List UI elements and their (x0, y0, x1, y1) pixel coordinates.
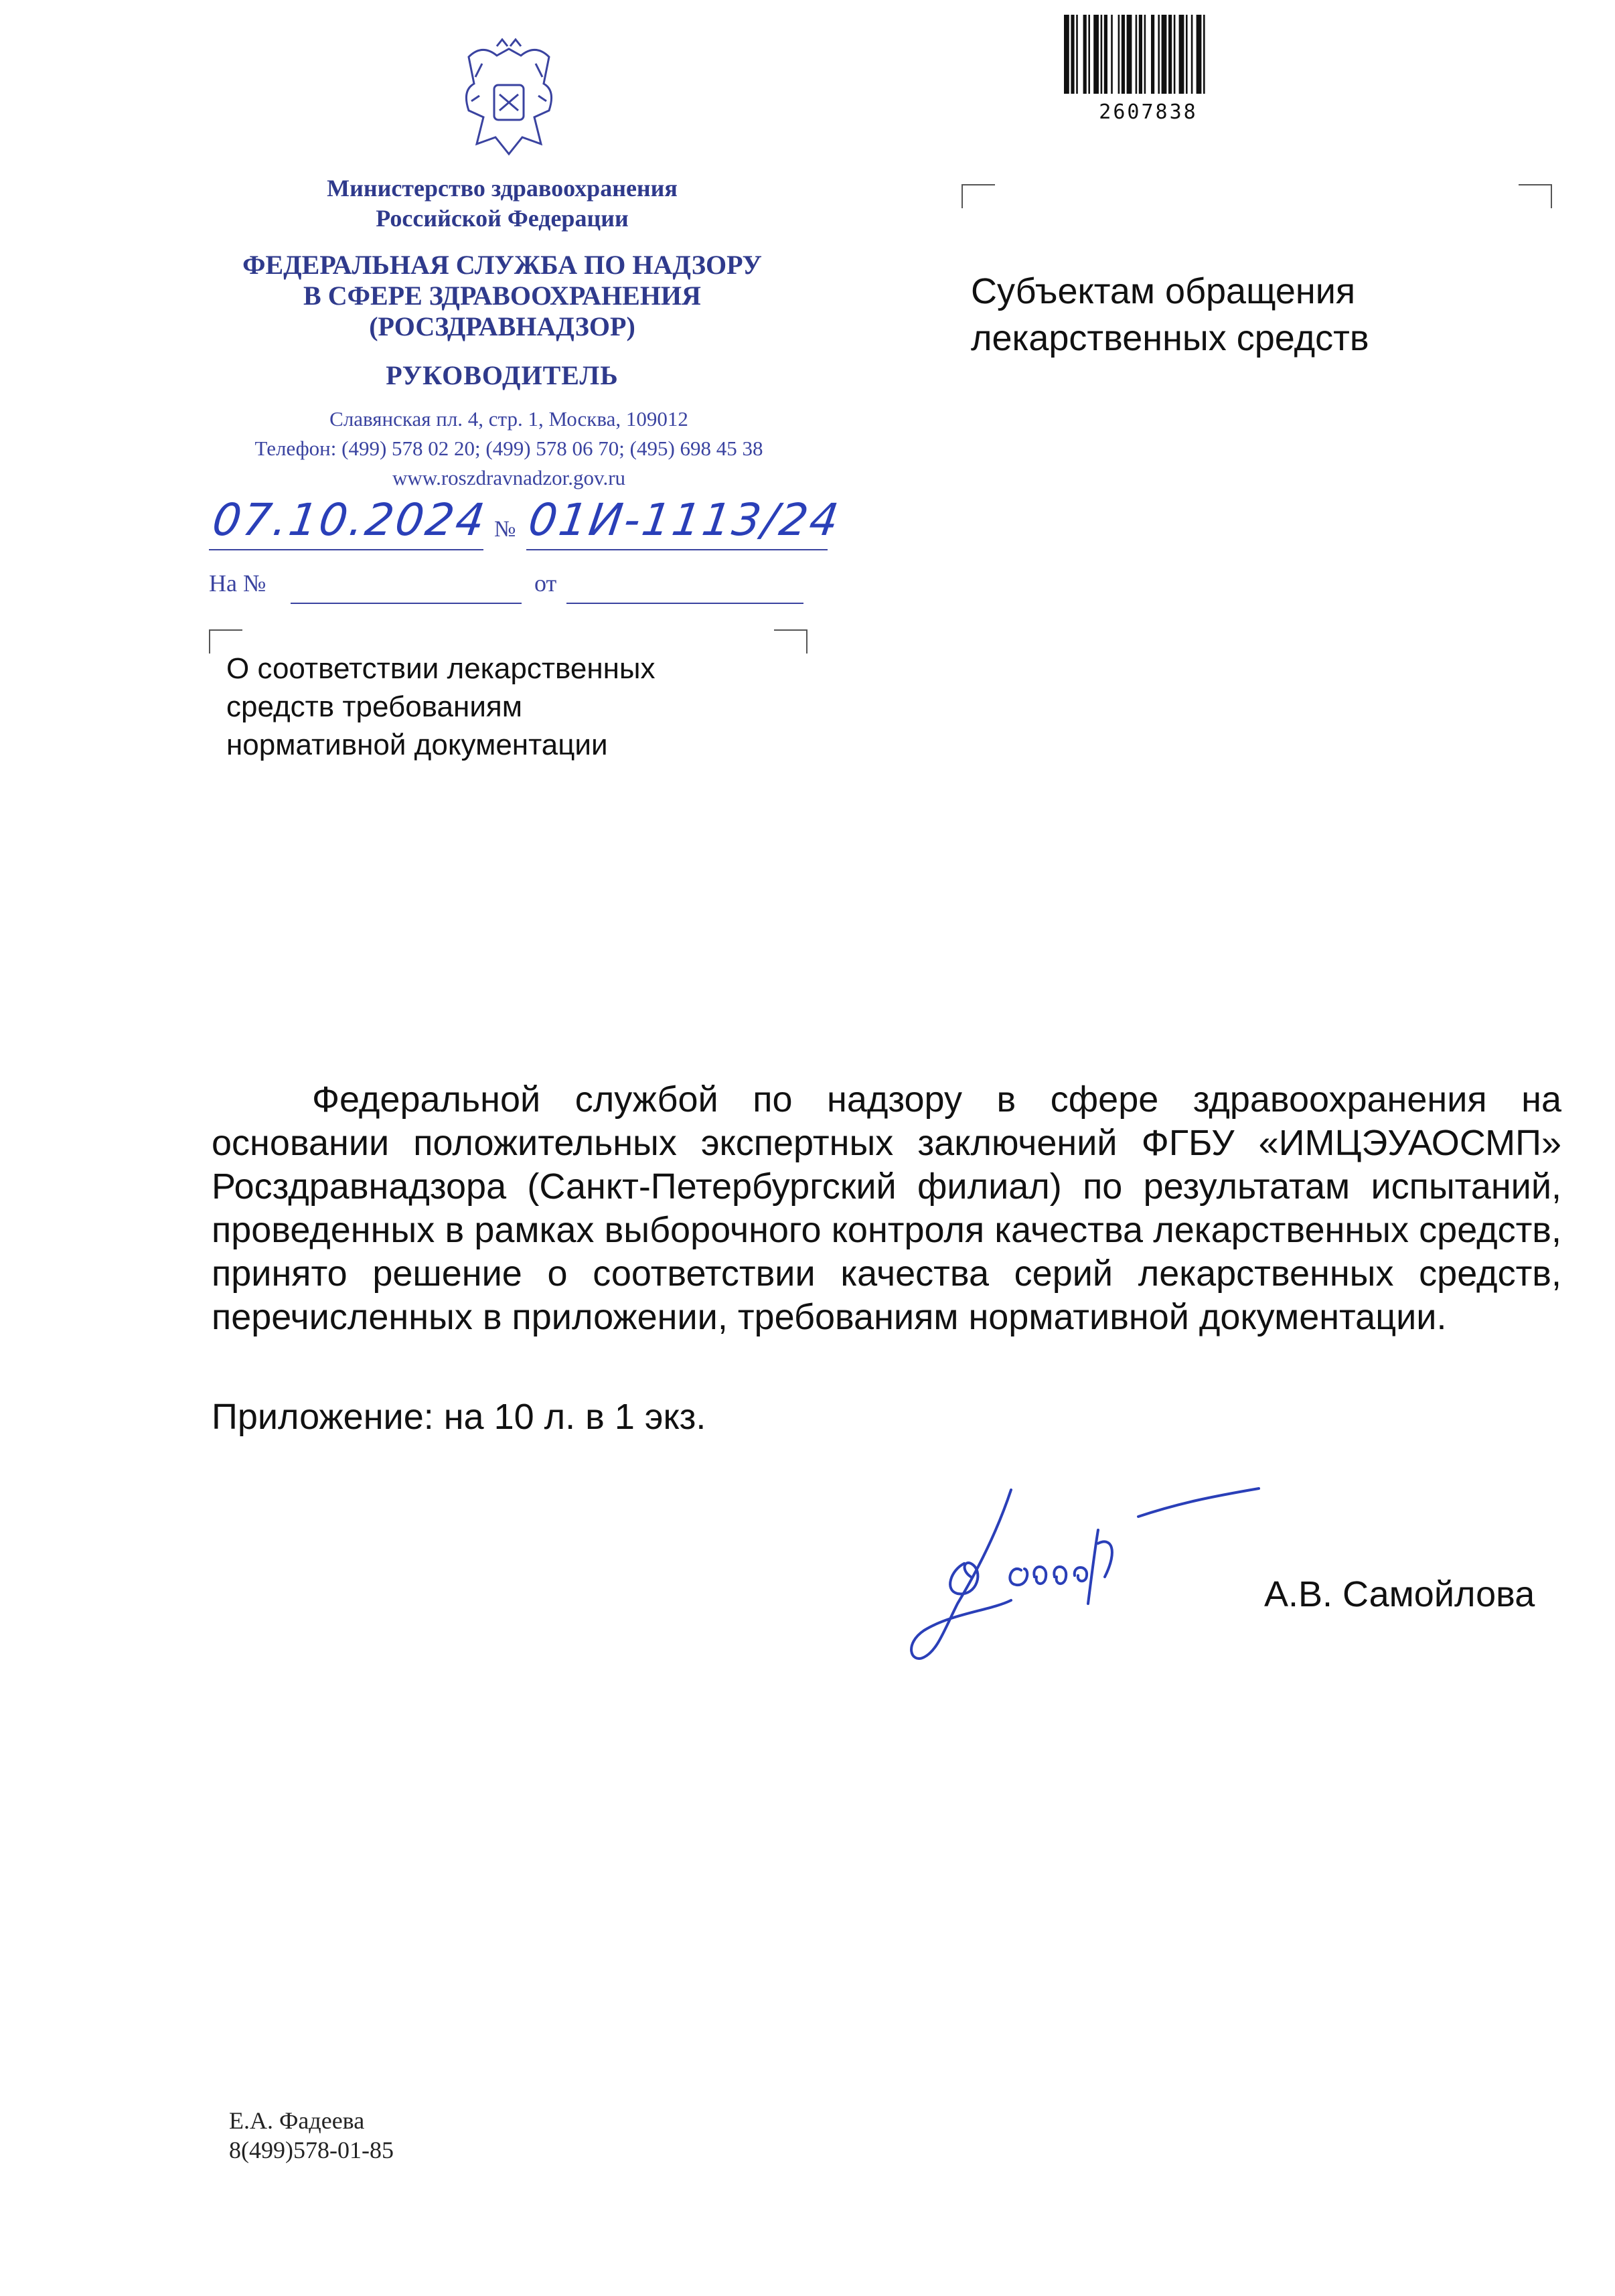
phones: Телефон: (499) 578 02 20; (499) 578 06 70; (495) 698 45 38 (254, 437, 763, 460)
reference-date-line (566, 566, 803, 604)
barcode-bar (1186, 15, 1188, 94)
service-line-1: ФЕДЕРАЛЬНАЯ СЛУЖБА ПО НАДЗОРУ (242, 250, 762, 280)
executor-phone: 8(499)578-01-85 (229, 2137, 394, 2163)
website: www.roszdravnadzor.gov.ru (392, 466, 626, 489)
barcode-bar (1168, 15, 1172, 94)
body-paragraph: Федеральной службой по надзору в сфере здравоохранения на основании положительных экспертных заключений ФГБУ «ИМЦЭУАОСМП» Росздравнадзора (Санкт-Петербургский филиал) по результатам испытаний, проведенных в рамках выборочного контроля качества лекарственных средств, принято решение о соответствии качества серий лекарственных средств, перечисленных в приложении, требованиям нормативной документации. (212, 1079, 1561, 1337)
barcode-bar (1174, 15, 1176, 94)
reference-date-label: от (534, 570, 557, 597)
barcode-bar (1088, 15, 1090, 94)
signer-name: А.В. Самойлова (1264, 1574, 1535, 1614)
letter-body (212, 1078, 1561, 1339)
ministry-line-1: Министерство здравоохранения (327, 175, 678, 202)
barcode-bar (1203, 15, 1205, 94)
barcode-bar (1191, 15, 1193, 94)
barcode-bar (1158, 15, 1160, 94)
barcode-bar (1104, 15, 1107, 94)
service-line-2: В СФЕРЕ ЗДРАВООХРАНЕНИЯ (303, 281, 701, 311)
barcode (1061, 15, 1262, 94)
address: Славянская пл. 4, стр. 1, Москва, 109012 (329, 407, 688, 431)
barcode-bar (1139, 15, 1142, 94)
executor-name: Е.А. Фадеева (229, 2107, 365, 2134)
number-sign: № (494, 517, 516, 542)
barcode-bar (1093, 15, 1099, 94)
corner-mark (1519, 184, 1552, 208)
handwritten-number: 01И-1113/24 (525, 494, 844, 546)
barcode-bar (1083, 15, 1087, 94)
barcode-bar (1144, 15, 1146, 94)
reference-number-label: На № (209, 570, 266, 597)
barcode-bar (1118, 15, 1120, 94)
barcode-bar (1071, 15, 1074, 94)
barcode-bar (1136, 15, 1138, 94)
barcode-bar (1122, 15, 1125, 94)
corner-mark (774, 629, 808, 654)
addressee (971, 268, 1507, 362)
reference-number-line (291, 566, 522, 604)
subject-line-3: нормативной документации (226, 729, 608, 761)
coat-of-arms-icon (455, 37, 562, 164)
barcode-bar (1101, 15, 1103, 94)
barcode-bar (1076, 15, 1078, 94)
ministry-line-2: Российской Федерации (376, 205, 629, 232)
barcode-bar (1127, 15, 1132, 94)
appendix-note: Приложение: на 10 л. в 1 экз. (212, 1397, 706, 1437)
barcode-bar (1179, 15, 1184, 94)
barcode-number: 2607838 (1099, 100, 1198, 124)
barcode-bar (1197, 15, 1202, 94)
addressee-line-1: Субъектам обращения (971, 271, 1356, 311)
subject-line-1: О соответствии лекарственных (226, 652, 656, 685)
subject (226, 649, 656, 764)
handwritten-signature (897, 1476, 1312, 1677)
handwritten-date: 07.10.2024 (209, 494, 490, 546)
service-line-3: (РОСЗДРАВНАДЗОР) (369, 311, 635, 341)
position-title: РУКОВОДИТЕЛЬ (386, 360, 619, 390)
barcode-bar (1162, 15, 1167, 94)
corner-mark (962, 184, 995, 208)
barcode-bar (1111, 15, 1113, 94)
barcode-bar (1151, 15, 1154, 94)
subject-line-2: средств требованиям (226, 690, 522, 723)
addressee-line-2: лекарственных средств (971, 318, 1369, 358)
barcode-bar (1064, 15, 1069, 94)
executor (229, 2106, 394, 2165)
